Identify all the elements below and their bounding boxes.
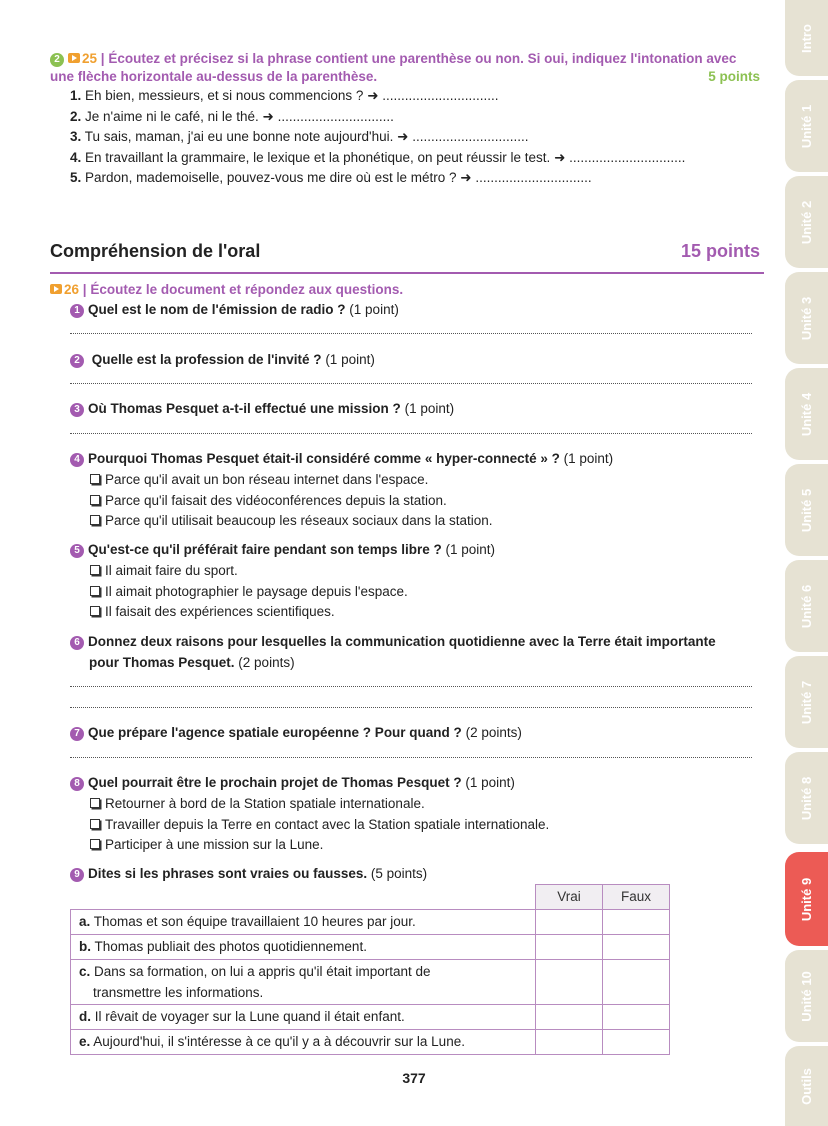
tab-unite-3[interactable]: Unité 3 [785,272,828,364]
audio-icon[interactable] [50,284,62,294]
question-9: 9 Dites si les phrases sont vraies ou fausses. (5 points) [70,864,427,885]
table-corner [71,885,536,910]
question-7: 7 Que prépare l'agence spatiale européenne ? Pour quand ? (2 points) [70,723,522,744]
exercise-2 [50,50,762,86]
checkbox-option[interactable]: Il aimait photographier le paysage depuis l'espace. [90,582,408,603]
list-item: 3. Tu sais, maman, j'ai eu une bonne note aujourd'hui. ➜ ............................... [70,129,529,144]
checkbox-option[interactable]: Parce qu'il avait un bon réseau internet dans l'espace. [90,470,493,491]
true-cell[interactable] [536,934,603,959]
tab-unite-5[interactable]: Unité 5 [785,464,828,556]
question-5: 5 Qu'est-ce qu'il préférait faire pendant son temps libre ? (1 point) [70,540,495,561]
true-cell[interactable] [536,1004,603,1029]
true-cell[interactable] [536,909,603,934]
checkbox-icon[interactable] [90,495,100,505]
question-5-options [90,561,408,623]
checkbox-option[interactable]: Retourner à bord de la Station spatiale internationale. [90,794,549,815]
answer-line[interactable] [70,757,752,758]
tab-unite-10[interactable]: Unité 10 [785,950,828,1042]
section-instruction: 26 | Écoutez le document et répondez aux questions. [50,280,403,301]
section-points: 15 points [680,241,760,261]
checkbox-option[interactable]: Il aimait faire du sport. [90,561,408,582]
answer-line[interactable] [70,686,752,687]
statement-cell: e. Aujourd'hui, il s'intéresse à ce qu'il y a à découvrir sur la Lune. [71,1029,536,1054]
page-number: 377 [402,1070,426,1086]
statement-cell: a. Thomas et son équipe travaillaient 10 heures par jour. [71,909,536,934]
exercise-number-badge: 2 [50,53,64,67]
tab-unite-7[interactable]: Unité 7 [785,656,828,748]
track-number: 25 [82,51,98,66]
checkbox-icon[interactable] [90,798,100,808]
true-cell[interactable] [536,959,603,1004]
tab-unite-1[interactable]: Unité 1 [785,80,828,172]
question-number-badge: 8 [70,777,84,791]
table-row [71,1004,670,1029]
question-number-badge: 5 [70,544,84,558]
tab-unite-6[interactable]: Unité 6 [785,560,828,652]
exercise-2-instruction: 2 25 | Écoutez et précisez si la phrase contient une parenthèse ou non. Si oui, indiquez l'intonation avec une flèche horizontale au-dessus de la parenthèse. [50,51,737,84]
false-cell[interactable] [603,1004,670,1029]
statement-cell: d. Il rêvait de voyager sur la Lune quand il était enfant. [71,1004,536,1029]
checkbox-option[interactable]: Travailler depuis la Terre en contact avec la Station spatiale internationale. [90,815,549,836]
true-false-table [70,884,670,1055]
question-4: 4 Pourquoi Thomas Pesquet était-il considéré comme « hyper-connecté » ? (1 point) [70,449,613,470]
true-cell[interactable] [536,1029,603,1054]
list-item: 5. Pardon, mademoiselle, pouvez-vous me dire où est le métro ? ➜ ............................... [70,170,592,185]
tab-unite-4[interactable]: Unité 4 [785,368,828,460]
tab-intro[interactable]: Intro [785,0,828,76]
checkbox-icon[interactable] [90,819,100,829]
question-number-badge: 2 [70,354,84,368]
false-cell[interactable] [603,934,670,959]
question-8: 8 Quel pourrait être le prochain projet de Thomas Pesquet ? (1 point) [70,773,515,794]
section-divider [50,272,764,274]
checkbox-option[interactable]: Il faisait des expériences scientifiques. [90,602,408,623]
track-number: 26 [64,282,80,297]
list-item: 2. Je n'aime ni le café, ni le thé. ➜ ............................... [70,108,394,124]
question-6: 6 Donnez deux raisons pour lesquelles la communication quotidienne avec la Terre était importante pour Thomas Pesquet. (2 points) [70,632,760,673]
unit-tabs [785,0,828,1123]
column-header-true: Vrai [536,885,603,910]
checkbox-icon[interactable] [90,515,100,525]
answer-line[interactable] [70,383,752,384]
tab-unite-2[interactable]: Unité 2 [785,176,828,268]
answer-blank[interactable]: ............................... [382,88,499,103]
checkbox-option[interactable]: Participer à une mission sur la Lune. [90,835,549,856]
false-cell[interactable] [603,909,670,934]
question-3: 3 Où Thomas Pesquet a-t-il effectué une mission ? (1 point) [70,399,454,420]
instruction-text: Écoutez et précisez si la phrase contient une parenthèse ou non. Si oui, indiquez l'intonation avec une flèche horizontale au-dessus de la parenthèse. [50,51,737,84]
tab-unite-9[interactable]: Unité 9 [785,852,828,946]
table-row [71,934,670,959]
table-row [71,959,670,1004]
question-4-options [90,470,493,532]
question-8-options [90,794,549,856]
question-number-badge: 6 [70,636,84,650]
exercise-2-points: 5 points [708,69,760,84]
exercise-2-items [70,86,770,189]
answer-blank[interactable]: ............................... [277,108,394,124]
answer-line[interactable] [70,333,752,334]
audio-icon[interactable] [68,53,80,63]
tab-unite-8[interactable]: Unité 8 [785,752,828,844]
question-number-badge: 1 [70,304,84,318]
false-cell[interactable] [603,959,670,1004]
checkbox-icon[interactable] [90,839,100,849]
question-number-badge: 3 [70,403,84,417]
answer-blank[interactable]: ............................... [569,149,686,165]
column-header-false: Faux [603,885,670,910]
section-title: Compréhension de l'oral [50,241,261,261]
answer-line[interactable] [70,433,752,434]
question-number-badge: 9 [70,868,84,882]
checkbox-option[interactable]: Parce qu'il faisait des vidéoconférences depuis la station. [90,491,493,512]
checkbox-icon[interactable] [90,565,100,575]
answer-blank[interactable]: ............................... [412,129,529,144]
statement-cell: c. Dans sa formation, on lui a appris qu'il était important de transmettre les informations. [71,959,536,1004]
answer-blank[interactable]: ............................... [475,170,592,185]
checkbox-icon[interactable] [90,586,100,596]
table-row [71,1029,670,1054]
list-item: 4. En travaillant la grammaire, le lexique et la phonétique, on peut réussir le test. ➜ ............................... [70,149,686,165]
question-number-badge: 4 [70,453,84,467]
statement-cell: b. Thomas publiait des photos quotidiennement. [71,934,536,959]
false-cell[interactable] [603,1029,670,1054]
list-item: 1. Eh bien, messieurs, et si nous commencions ? ➜ ............................... [70,88,499,103]
checkbox-option[interactable]: Parce qu'il utilisait beaucoup les réseaux sociaux dans la station. [90,511,493,532]
question-number-badge: 7 [70,727,84,741]
question-1: 1 Quel est le nom de l'émission de radio ? (1 point) [70,300,399,321]
tab-outils[interactable]: Outils [785,1046,828,1126]
checkbox-icon[interactable] [90,606,100,616]
answer-line[interactable] [70,707,752,708]
checkbox-icon[interactable] [90,474,100,484]
question-2: 2 Quelle est la profession de l'invité ? (1 point) [70,350,375,371]
table-row [71,909,670,934]
